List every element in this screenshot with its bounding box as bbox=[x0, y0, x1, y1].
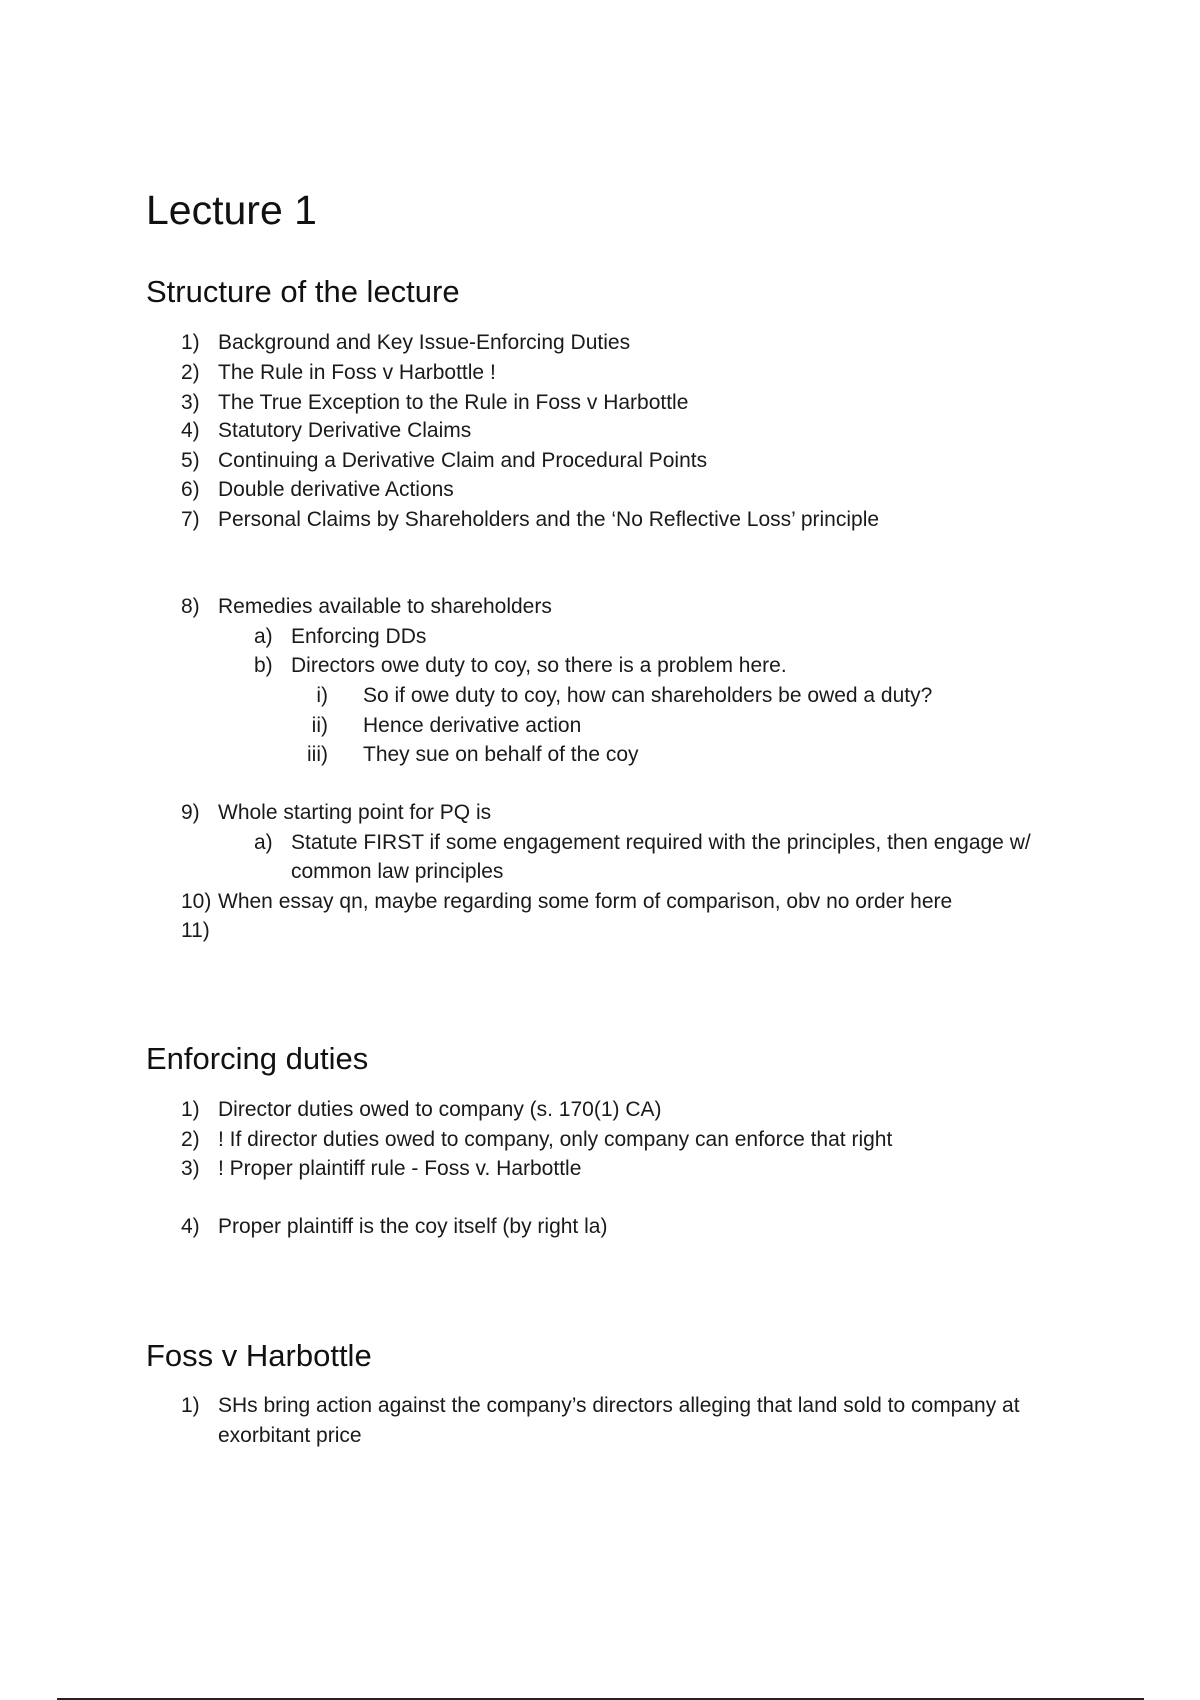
list-item-text: Director duties owed to company (s. 170(1) CA) bbox=[218, 1098, 662, 1121]
sub-sub-list-item-numeral: i) bbox=[316, 684, 328, 707]
list-item-number: 5) bbox=[181, 449, 200, 472]
sub-sub-list-item-text: Hence derivative action bbox=[363, 714, 582, 737]
sub-sub-list-item-text: So if owe duty to coy, how can shareholders be owed a duty? bbox=[363, 684, 933, 707]
sub-sub-list-item-numeral: iii) bbox=[307, 743, 328, 766]
section-heading-foss-v-harbottle: Foss v Harbottle bbox=[146, 1338, 372, 1373]
list-item-number: 8) bbox=[181, 595, 200, 618]
list-item-text: Remedies available to shareholders bbox=[218, 595, 552, 618]
list-item-text: The Rule in Foss v Harbottle ! bbox=[218, 361, 496, 384]
list-item-number: 9) bbox=[181, 801, 200, 824]
list-item-text: exorbitant price bbox=[218, 1424, 362, 1447]
list-item-text: Double derivative Actions bbox=[218, 478, 454, 501]
section-heading-structure: Structure of the lecture bbox=[146, 274, 460, 309]
list-item-number: 1) bbox=[181, 331, 200, 354]
page-title: Lecture 1 bbox=[146, 187, 317, 233]
list-item-number: 10) bbox=[181, 890, 212, 913]
list-item-text: ! Proper plaintiff rule - Foss v. Harbottle bbox=[218, 1157, 582, 1180]
list-item-text: SHs bring action against the company’s directors alleging that land sold to company at bbox=[218, 1394, 1020, 1417]
sub-sub-list-item-numeral: ii) bbox=[311, 714, 328, 737]
section-heading-enforcing-duties: Enforcing duties bbox=[146, 1041, 369, 1076]
sub-list-item-letter: a) bbox=[254, 625, 273, 648]
sub-list-item-text: Statute FIRST if some engagement required with the principles, then engage w/ bbox=[291, 831, 1031, 854]
list-item-text: Continuing a Derivative Claim and Procedural Points bbox=[218, 449, 708, 472]
list-item-number: 1) bbox=[181, 1098, 200, 1121]
list-item-text: Whole starting point for PQ is bbox=[218, 801, 492, 824]
list-item-number: 2) bbox=[181, 361, 200, 384]
sub-list-item-text: common law principles bbox=[291, 860, 504, 883]
list-item-text: Statutory Derivative Claims bbox=[218, 419, 472, 442]
list-item-number: 11) bbox=[181, 919, 210, 942]
list-item-text: ! If director duties owed to company, only company can enforce that right bbox=[218, 1128, 893, 1151]
list-item-number: 3) bbox=[181, 391, 200, 414]
list-item-number: 1) bbox=[181, 1394, 200, 1417]
list-item-text: Proper plaintiff is the coy itself (by right la) bbox=[218, 1215, 608, 1238]
list-item-number: 2) bbox=[181, 1128, 200, 1151]
list-item-text: Personal Claims by Shareholders and the ‘No Reflective Loss’ principle bbox=[218, 508, 880, 531]
sub-sub-list-item-text: They sue on behalf of the coy bbox=[363, 743, 639, 766]
list-item-text: When essay qn, maybe regarding some form of comparison, obv no order here bbox=[218, 890, 953, 913]
sub-list-item-text: Enforcing DDs bbox=[291, 625, 427, 648]
list-item-text: The True Exception to the Rule in Foss v Harbottle bbox=[218, 391, 689, 414]
list-item-number: 3) bbox=[181, 1157, 200, 1180]
sub-list-item-letter: a) bbox=[254, 831, 273, 854]
sub-list-item-text: Directors owe duty to coy, so there is a problem here. bbox=[291, 654, 787, 677]
list-item-number: 7) bbox=[181, 508, 200, 531]
list-item-number: 4) bbox=[181, 419, 200, 442]
list-item-number: 4) bbox=[181, 1215, 200, 1238]
list-item-text: Background and Key Issue-Enforcing Duties bbox=[218, 331, 631, 354]
sub-list-item-letter: b) bbox=[254, 654, 273, 677]
list-item-number: 6) bbox=[181, 478, 200, 501]
